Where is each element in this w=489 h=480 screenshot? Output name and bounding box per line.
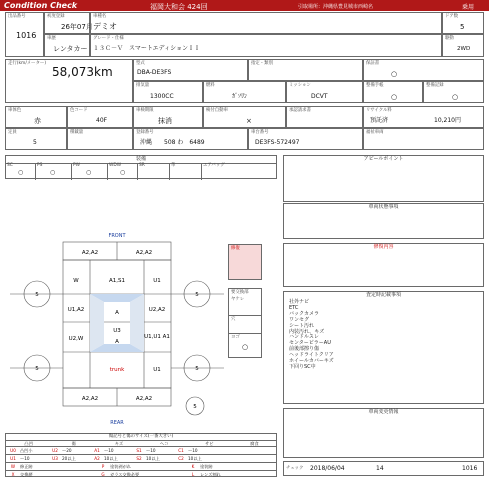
model-label: 車種名 [93,14,107,19]
repair-content-box [283,243,484,287]
insurance-label: 保証書 [366,61,380,66]
change-info-box [283,408,484,458]
legend-col: 傷 [71,441,76,446]
record-box [423,81,484,103]
mission-value: DCVT [311,93,328,100]
manual-value: ○ [391,93,398,101]
model-code-label: 型式 [136,61,145,66]
tax-value: 抹消 [158,117,172,125]
legend-col: 凸凹 [24,441,33,446]
color-code-value: 40F [96,117,108,124]
roof-front-damage: A [115,310,119,316]
equipment-cell: 革 [170,163,202,180]
check-date-label: チェック [286,466,304,471]
rear-bumper-right-damage: A2,A2 [135,396,153,402]
odometer-label: 走行(km/メーター) [8,61,47,66]
inspection-note: センターピラーAU [289,340,331,347]
reg-no-value: 沖縄 508 わ 6489 [140,139,205,146]
inspection-note: 下回りSC中 [289,363,316,370]
inspection-note: ワンセグ [289,316,310,323]
ac-box [203,106,286,128]
pickup-location: 引取場所：沖縄県豊見城市西崎名 [298,3,374,10]
seats-box [5,128,67,150]
ac-label: 検付自動車 [206,108,228,113]
inspection-note: シート汚れ [289,322,315,329]
tire-front-left-value: 5 [35,292,39,298]
owner-box [363,128,484,150]
inspection-note: ヘッドライトクリア [289,352,334,359]
drive-value: 2WD [457,46,471,52]
grade-box [90,34,442,57]
legend-col: 腐食 [250,441,259,446]
inspection-note: 前後部擦り傷 [289,346,320,353]
lot-number-label: 出品番号 [8,14,26,19]
exchange-value: ヤケレ [231,297,245,302]
recycle-amount: 10,210円 [434,117,461,124]
insurance-value: ○ [391,70,398,78]
model-code-box [133,59,248,81]
inspection-note: ハンドルスレ [289,334,319,341]
lot-number: 1016 [16,31,37,40]
manual-box [363,81,423,103]
footer-check [283,461,484,476]
color-value: 赤 [34,117,41,125]
rear-label: REAR [110,420,124,426]
use-type: 乗用 [462,4,475,11]
rear-right-door-damage: U1,U1 A1 [144,334,170,340]
load-box [67,128,133,150]
tire-front-right-value: 5 [195,292,199,298]
load-label: 積載量 [70,130,84,135]
inspection-notes-box [283,291,484,404]
front-left-door-damage: U1,A2 [67,307,85,313]
insurance-box [363,59,484,81]
color-box [5,106,67,128]
front-bumper-right-damage: A2,A2 [135,250,153,256]
displacement-box [133,81,203,103]
model-value: デミオ [93,22,117,31]
fuel-label: 燃料 [206,83,215,88]
equipment-cell: SR [138,163,170,180]
tax-label: 車検期限 [136,108,154,113]
stain-label: ヨゴ [231,335,240,340]
hole-label: 穴 [231,317,236,322]
change-info-title: 車両変更情報 [368,409,399,415]
footer-lot-number: 1016 [462,465,478,472]
front-right-door-damage: U2,A2 [148,307,166,313]
hood-damage: A1,S1 [108,278,126,284]
chassis-label: 車台番号 [251,130,269,135]
legend-row: W 修正跡 P 塗装剥がれ K 塗装跡 [6,462,277,470]
reg-no-label: 登録番号 [136,130,154,135]
mission-label: ミッション [289,83,311,88]
header-bar [0,0,489,11]
equipment-cell: SC ○ [6,163,36,180]
front-bumper-left-damage: A2,A2 [81,250,99,256]
exchange-panel [228,288,262,358]
roof-damage: U3 [113,328,121,334]
inspection-note: ホイールカバーキズ [289,358,334,365]
equipment-cell: WDW ○ [108,163,138,180]
inspection-note: 社外ナビ [289,299,310,305]
first-reg-box [44,12,93,34]
legend-col: サビ [205,441,214,446]
inspection-note: 内装汚れ、キズ [289,328,325,335]
chassis-value: DE3FS-572497 [255,139,300,146]
front-left-fender-damage: W [73,278,79,284]
repair-label: 修復 [231,246,240,251]
inspection-notes-list [289,300,409,371]
inspection-note: ETC [289,304,299,311]
page-title: Condition Check [4,1,78,10]
history-box [44,34,90,57]
rear-left-door-damage: U2,W [68,336,84,342]
model-box [90,12,442,34]
fuel-value: ｶﾞｿﾘﾝ [232,93,248,100]
front-label: FRONT [108,233,126,239]
equipment-cell: エアバッグ [203,163,225,168]
check-box [248,59,363,81]
legend-row: U0 凸凹小 U2 ～20 A1 ～10 S1 ～10 C1 ～10 [6,446,277,454]
doors-box [442,12,484,34]
right-pillar [130,294,144,352]
exchange-title: 要交換部 [231,290,249,295]
doors-value: 5 [460,23,465,31]
tire-rear-left-value: 5 [35,366,39,372]
roof-rear-damage: A [115,339,119,345]
displacement-value: 1300CC [150,93,174,100]
seats-label: 定員 [8,130,17,135]
check-label: 指定・類別 [251,61,273,66]
grade-label: グレード・仕様 [93,36,124,41]
equipment-title: 装備 [135,156,146,162]
equipment-cell: PW ○ [72,163,108,180]
front-right-fender-damage: U1 [153,278,161,284]
chassis-box [248,128,363,150]
first-reg-label: 初度登録 [47,14,65,19]
stain-value: ○ [242,343,249,351]
auction-name: 福岡大和会 424回 [150,2,208,11]
repair-content-title: 修復内容 [373,244,394,250]
spare-tire-value: 5 [193,404,197,410]
manual-label: 整備手帳 [366,83,384,88]
repair-indicator [228,244,262,280]
odometer-value: 58,073km [52,65,113,79]
equipment-cell: PS ○ [36,163,72,180]
recycle-box [363,106,484,128]
legend-row: U1 ～10 U3 20以上 A2 10以上 S2 10以上 C2 10以上 [6,454,277,462]
grade-value: １３Ｃ－Ｖ スマートエディションＩＩ [93,45,201,52]
owner-label: 福祉車両 [366,130,384,135]
history-label: 車歴 [47,36,56,41]
rear-bumper-left-damage: A2,A2 [81,396,99,402]
mission-box [286,81,363,103]
damage-legend [5,433,277,477]
ac-value: × [246,117,252,125]
approval-label: 承認請求書 [289,108,311,113]
legend-col: ヘコ [159,441,169,446]
appeal-title: アピールポイント [363,156,404,162]
odometer-box [5,59,133,103]
staff-number: 14 [376,465,384,472]
rear-right-quarter-damage: U1 [153,367,161,373]
first-reg-value: 26年07月 [61,23,93,31]
lot-number-box [5,12,44,57]
reg-no-box [133,128,248,150]
displacement-label: 排気量 [136,83,150,88]
status-title: 車両状態事項 [368,204,399,210]
trunk-label: trunk [109,367,125,373]
doors-label: ドア数 [445,14,459,19]
history-value: レンタカー [53,45,88,53]
inspection-notes-title: 査定時記載事項 [365,292,401,298]
record-label: 整備記録 [426,83,444,88]
color-code-label: 色コード [70,108,88,113]
car-damage-diagram [10,228,225,428]
equipment-table [5,155,277,179]
tax-box [133,106,203,128]
tire-rear-right-value: 5 [195,366,199,372]
legend-col: キズ [114,441,124,446]
inspection-note: バックカメラ [289,310,320,317]
check-date: 2018/06/04 [310,465,345,472]
color-code-box [67,106,133,128]
left-pillar [90,294,104,352]
drive-label: 駆動 [445,36,454,41]
seats-value: 5 [33,139,37,146]
status-box [283,203,484,239]
drive-box [442,34,484,57]
fuel-box [203,81,286,103]
color-label: 車体色 [8,108,22,113]
appeal-box [283,155,484,202]
legend-row: X 交換歴 G ガラス交換必要 L レンズ割れ [6,470,277,477]
recycle-label: リサイクル料 [366,108,392,113]
record-value: ○ [452,93,459,101]
recycle-status: 預託済 [370,117,389,124]
model-code-value: DBA-DE3FS [137,69,172,76]
approval-box [286,106,363,128]
legend-title: 傷記号と傷のサイズ(一番大きい) [108,433,174,439]
